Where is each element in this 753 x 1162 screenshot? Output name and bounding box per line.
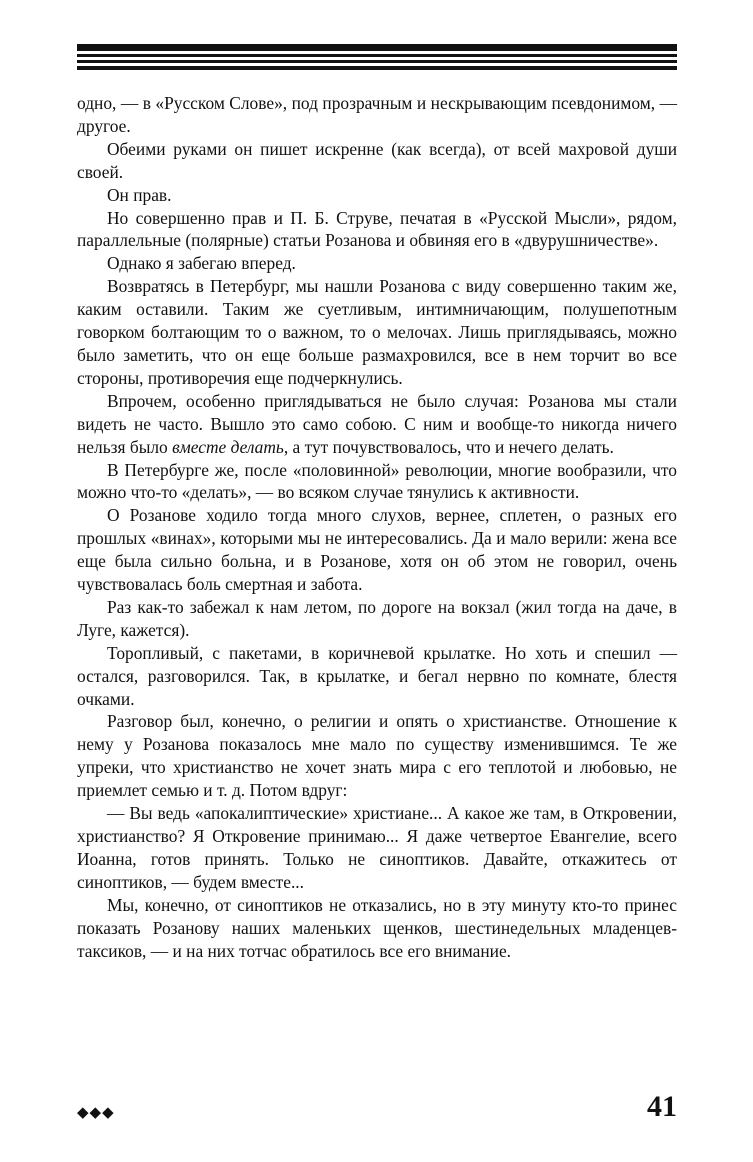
paragraph: Торопливый, с пакетами, в коричневой крылатке. Но хоть и спешил — остался, разговорился. Так, в крылатке, и бегал нервно по комнате, блестя очками. bbox=[77, 642, 677, 709]
italic-emphasis: вместе делать bbox=[172, 436, 284, 457]
paragraph: Мы, конечно, от синоптиков не отказались, но в эту минуту кто-то принес показать Розанову наших маленьких щенков, шестинедельных младенцев-таксиков, — и на них тотчас обратилось все его внимание. bbox=[77, 894, 677, 961]
paragraph: — Вы ведь «апокалиптические» христиане... А какое же там, в Откровении, христианство? Я Откровение принимаю... Я даже четвертое Евангелие, всего Иоанна, готов принять. Только не синоптиков. Давайте, откажитесь от синоптиков, — будем вместе... bbox=[77, 803, 677, 892]
diamond-ornament-icon: ◆◆◆ bbox=[77, 1103, 115, 1121]
paragraph: Разговор был, конечно, о религии и опять о христианстве. Отношение к нему у Розанова показалось мне мало по существу изменившимся. Те же упреки, что христианство не хочет знать мира с его теплотой и любовью, не приемлет семью и т. д. Потом вдруг: bbox=[77, 711, 677, 801]
paragraph: В Петербурге же, после «половинной» революции, многие вообразили, что можно что-то «делать», — во всяком случае тянулись к активности. bbox=[77, 459, 677, 503]
paragraph: Возвратясь в Петербург, мы нашли Розанова с виду совершенно таким же, каким оставили. Таким же суетливым, интимничающим, полушепотным говорком болтающим то о важном, то о мелочах. Лишь приглядываясь, можно было заметить, что он еще больше размахровился, все в нем торчит во все стороны, противоречия еще подчеркнулись. bbox=[77, 276, 677, 388]
paragraph-text: , а тут почувствовалось, что и нечего делать. bbox=[283, 436, 614, 457]
paragraph: Однако я забегаю вперед. bbox=[107, 253, 296, 274]
paragraph: Раз как-то забежал к нам летом, по дороге на вокзал (жил тогда на даче, в Луге, кажется). bbox=[77, 596, 677, 640]
body-text bbox=[77, 92, 677, 962]
paragraph-text: Впрочем, особенно приглядываться не было случая: Розанова мы стали видеть не часто. Вышло это само собою. С ним и вообще-то никогда ничего нельзя было bbox=[77, 390, 677, 457]
paragraph: О Розанове ходило тогда много слухов, вернее, сплетен, о разных его прошлых «винах», которыми мы не интересовались. Да и мало верили: жена все еще была сильно больна, и в Розанове, хотя он об этом не говорил, очень чувствовалась боль смертная и забота. bbox=[77, 505, 677, 595]
paragraph: Он прав. bbox=[107, 184, 172, 205]
paragraph: Обеими руками он пишет искренне (как всегда), от всей махровой души своей. bbox=[77, 138, 677, 182]
paragraph: Но совершенно прав и П. Б. Струве, печатая в «Русской Мысли», рядом, параллельные (полярные) статьи Розанова и обвиняя его в «двурушничестве». bbox=[77, 207, 677, 251]
header-rule bbox=[77, 44, 677, 70]
page-number: 41 bbox=[647, 1090, 677, 1123]
paragraph: одно, — в «Русском Слове», под прозрачным и нескрывающим псевдонимом, — другое. bbox=[77, 93, 677, 136]
paragraph bbox=[77, 390, 677, 459]
